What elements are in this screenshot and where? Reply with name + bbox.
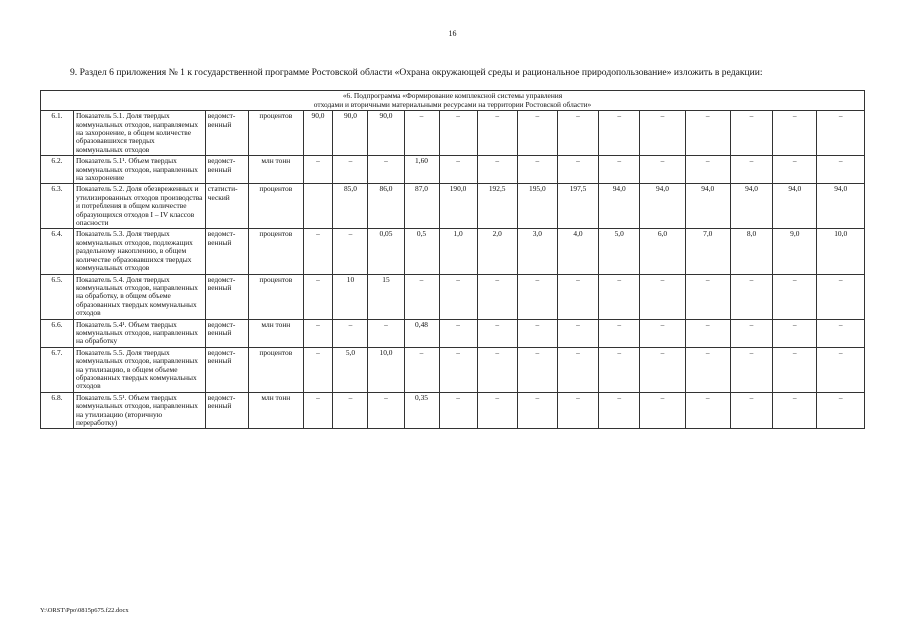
subprogram-header-row — [41, 91, 865, 111]
value-cell: – — [817, 392, 865, 429]
value-cell: – — [303, 392, 333, 429]
value-cell: – — [517, 392, 557, 429]
value-cell: 0,35 — [404, 392, 439, 429]
value-cell: – — [773, 274, 817, 319]
value-cell: – — [439, 347, 477, 392]
value-cell: – — [439, 319, 477, 347]
value-cell: – — [333, 229, 368, 274]
value-cell: – — [404, 111, 439, 156]
value-cell: 9,0 — [773, 229, 817, 274]
value-cell: – — [599, 347, 640, 392]
table-row — [41, 184, 865, 229]
value-cell: 94,0 — [773, 184, 817, 229]
value-cell: – — [599, 319, 640, 347]
value-cell: 90,0 — [303, 111, 333, 156]
value-cell: – — [730, 392, 772, 429]
value-cell: – — [640, 156, 685, 184]
subprogram-title-line1: «6. Подпрограмма «Формирование комплексной системы управления — [342, 91, 563, 100]
data-source: статисти-ческий — [205, 184, 248, 229]
value-cell: 1,60 — [404, 156, 439, 184]
value-cell: 7,0 — [685, 229, 730, 274]
value-cell: 2,0 — [477, 229, 517, 274]
value-cell: – — [333, 156, 368, 184]
value-cell: – — [773, 347, 817, 392]
value-cell: 94,0 — [730, 184, 772, 229]
value-cell: – — [404, 274, 439, 319]
subprogram-title-line2: отходами и вторичными материальными ресурсами на территории Ростовской области» — [313, 99, 592, 109]
value-cell: – — [439, 156, 477, 184]
value-cell: 90,0 — [333, 111, 368, 156]
value-cell: – — [817, 274, 865, 319]
value-cell: – — [640, 319, 685, 347]
row-number: 6.8. — [41, 392, 74, 429]
value-cell: 94,0 — [640, 184, 685, 229]
indicator-name: Показатель 5.5¹. Объем твердых коммунальных отходов, направленных на утилизацию (вторичную переработку) — [73, 392, 205, 429]
value-cell: – — [477, 274, 517, 319]
value-cell: – — [477, 319, 517, 347]
value-cell: – — [599, 274, 640, 319]
value-cell: – — [439, 274, 477, 319]
value-cell: – — [773, 392, 817, 429]
value-cell: – — [599, 392, 640, 429]
value-cell: – — [730, 319, 772, 347]
value-cell: – — [773, 319, 817, 347]
table-row — [41, 392, 865, 429]
value-cell: – — [557, 111, 598, 156]
value-cell — [303, 184, 333, 229]
row-number: 6.3. — [41, 184, 74, 229]
value-cell: – — [557, 156, 598, 184]
value-cell: – — [817, 347, 865, 392]
row-number: 6.4. — [41, 229, 74, 274]
value-cell: – — [368, 156, 404, 184]
value-cell: – — [599, 156, 640, 184]
indicator-name: Показатель 5.5. Доля твердых коммунальных отходов, направленных на утилизацию, в общем объеме образованных твердых коммунальных отходов — [73, 347, 205, 392]
value-cell: – — [817, 156, 865, 184]
value-cell: – — [640, 392, 685, 429]
value-cell: – — [303, 229, 333, 274]
value-cell: 10,0 — [368, 347, 404, 392]
value-cell: 195,0 — [517, 184, 557, 229]
value-cell: 5,0 — [333, 347, 368, 392]
subprogram-title — [41, 91, 865, 111]
indicators-table — [40, 90, 865, 429]
value-cell: – — [477, 347, 517, 392]
value-cell: 10 — [333, 274, 368, 319]
value-cell: – — [773, 111, 817, 156]
value-cell: 5,0 — [599, 229, 640, 274]
value-cell: – — [685, 156, 730, 184]
value-cell: – — [404, 347, 439, 392]
value-cell: – — [517, 111, 557, 156]
value-cell: 3,0 — [517, 229, 557, 274]
value-cell: – — [599, 111, 640, 156]
value-cell: – — [368, 392, 404, 429]
value-cell: – — [817, 319, 865, 347]
value-cell: 190,0 — [439, 184, 477, 229]
row-number: 6.5. — [41, 274, 74, 319]
value-cell: – — [477, 156, 517, 184]
value-cell: – — [303, 156, 333, 184]
indicator-name: Показатель 5.1¹. Объем твердых коммунальных отходов, направленных на захоронение — [73, 156, 205, 184]
row-number: 6.7. — [41, 347, 74, 392]
table-row — [41, 347, 865, 392]
table-row — [41, 319, 865, 347]
value-cell: – — [303, 319, 333, 347]
value-cell: – — [439, 392, 477, 429]
table-row — [41, 229, 865, 274]
unit-of-measure: процентов — [249, 184, 304, 229]
table-row — [41, 274, 865, 319]
data-source: ведомст-венный — [205, 347, 248, 392]
value-cell: – — [730, 274, 772, 319]
indicator-name: Показатель 5.4¹. Объем твердых коммунальных отходов, направленных на обработку — [73, 319, 205, 347]
unit-of-measure: процентов — [249, 111, 304, 156]
data-source: ведомст-венный — [205, 111, 248, 156]
value-cell: – — [817, 111, 865, 156]
data-source: ведомст-венный — [205, 319, 248, 347]
table-row — [41, 111, 865, 156]
data-source: ведомст-венный — [205, 156, 248, 184]
value-cell: 0,05 — [368, 229, 404, 274]
row-number: 6.2. — [41, 156, 74, 184]
value-cell: 86,0 — [368, 184, 404, 229]
value-cell: – — [640, 274, 685, 319]
value-cell: 0,48 — [404, 319, 439, 347]
value-cell: 90,0 — [368, 111, 404, 156]
value-cell: – — [368, 319, 404, 347]
value-cell: – — [730, 156, 772, 184]
value-cell: 4,0 — [557, 229, 598, 274]
indicator-name: Показатель 5.3. Доля твердых коммунальных отходов, подлежащих раздельному накоплению, в общем количестве образовавшихся твердых коммунальных отходов — [73, 229, 205, 274]
unit-of-measure: млн тонн — [249, 156, 304, 184]
value-cell: 94,0 — [685, 184, 730, 229]
value-cell: – — [439, 111, 477, 156]
unit-of-measure: процентов — [249, 229, 304, 274]
unit-of-measure: млн тонн — [249, 392, 304, 429]
value-cell: – — [557, 347, 598, 392]
value-cell: – — [730, 111, 772, 156]
value-cell: 0,5 — [404, 229, 439, 274]
unit-of-measure: процентов — [249, 274, 304, 319]
value-cell: – — [477, 392, 517, 429]
value-cell: – — [303, 347, 333, 392]
value-cell: 6,0 — [640, 229, 685, 274]
value-cell: – — [333, 392, 368, 429]
data-source: ведомст-венный — [205, 392, 248, 429]
page-number: 16 — [448, 29, 457, 38]
value-cell: – — [517, 274, 557, 319]
indicator-name: Показатель 5.1. Доля твердых коммунальных отходов, направляемых на захоронение, в общем количестве образовавшихся твердых коммунальных отходов — [73, 111, 205, 156]
value-cell: – — [685, 319, 730, 347]
unit-of-measure: млн тонн — [249, 319, 304, 347]
value-cell: – — [640, 111, 685, 156]
value-cell: 8,0 — [730, 229, 772, 274]
value-cell: – — [773, 156, 817, 184]
value-cell: – — [685, 347, 730, 392]
row-number: 6.6. — [41, 319, 74, 347]
value-cell: 10,0 — [817, 229, 865, 274]
value-cell: 197,5 — [557, 184, 598, 229]
value-cell: 192,5 — [477, 184, 517, 229]
unit-of-measure: процентов — [249, 347, 304, 392]
value-cell: – — [557, 274, 598, 319]
value-cell: – — [333, 319, 368, 347]
file-path-footer: Y:\ORST\Ppo\0815p675.f22.docx — [40, 607, 129, 614]
value-cell: – — [730, 347, 772, 392]
row-number: 6.1. — [41, 111, 74, 156]
value-cell: – — [685, 274, 730, 319]
value-cell: 1,0 — [439, 229, 477, 274]
value-cell: – — [517, 319, 557, 347]
value-cell: – — [517, 347, 557, 392]
value-cell: – — [517, 156, 557, 184]
indicator-name: Показатель 5.4. Доля твердых коммунальных отходов, направленных на обработку, в общем объеме образованных твердых коммунальных отходов — [73, 274, 205, 319]
data-source: ведомст-венный — [205, 229, 248, 274]
value-cell: 87,0 — [404, 184, 439, 229]
value-cell: 94,0 — [817, 184, 865, 229]
value-cell: – — [303, 274, 333, 319]
value-cell: – — [557, 392, 598, 429]
table-row — [41, 156, 865, 184]
value-cell: 15 — [368, 274, 404, 319]
data-source: ведомст-венный — [205, 274, 248, 319]
value-cell: – — [685, 111, 730, 156]
value-cell: – — [685, 392, 730, 429]
value-cell: 85,0 — [333, 184, 368, 229]
indicator-name: Показатель 5.2. Доля обезвреженных и утилизированных отходов производства и потребления в общем количестве образующихся отходов I – IV классов опасности — [73, 184, 205, 229]
value-cell: – — [640, 347, 685, 392]
value-cell: – — [557, 319, 598, 347]
value-cell: 94,0 — [599, 184, 640, 229]
intro-paragraph: 9. Раздел 6 приложения № 1 к государственной программе Ростовской области «Охрана окружающей среды и рациональное природопользование» изложить в редакции: — [70, 67, 763, 78]
value-cell: – — [477, 111, 517, 156]
